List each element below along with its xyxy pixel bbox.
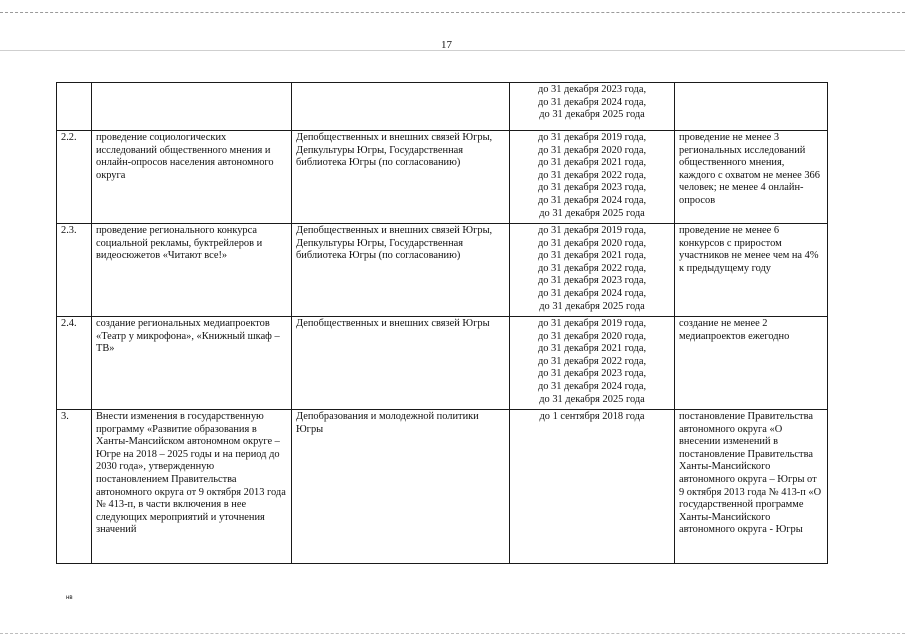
header-rule — [0, 50, 905, 51]
executor-cell: Депобщественных и внешних связей Югры, Депкультуры Югры, Государственная библиотека Югры (по согласованию) — [292, 224, 510, 317]
activity-cell: проведение социологических исследований общественного мнения и онлайн-опросов населения автономного округа — [92, 131, 292, 224]
table-row — [57, 224, 828, 317]
table-row — [57, 317, 828, 410]
dates-cell — [510, 224, 675, 317]
date-line: до 31 декабря 2021 года, — [537, 157, 647, 169]
row-number: 2.2. — [57, 131, 92, 224]
row-number: 2.3. — [57, 224, 92, 317]
result-cell — [675, 83, 828, 131]
date-line: до 31 декабря 2019 года, — [537, 132, 647, 143]
result-cell: постановление Правительства автономного округа «О внесении изменений в постановление Правительства Ханты-Мансийского автономного округа – Югры от 9 октября 2013 года № 413-п «О государственной программе Ханты-Мансийского автономного округа - Югры — [675, 410, 828, 564]
date-line: до 31 декабря 2020 года, — [537, 144, 647, 156]
dates-cell — [510, 410, 675, 564]
result-cell: проведение не менее 3 региональных исследований общественного мнения, каждого с охватом не менее 366 человек; не менее 4 онлайн-опросов — [675, 131, 828, 224]
date-line: до 31 декабря 2024 года, — [537, 96, 647, 108]
dates-cell — [510, 83, 675, 131]
activity-cell: проведение регионального конкурса социальной рекламы, буктрейлеров и видеосюжетов «Читают все!» — [92, 224, 292, 317]
date-line: до 31 декабря 2025 года — [539, 109, 645, 121]
plan-table — [56, 82, 828, 564]
date-line: до 31 декабря 2025 года — [539, 207, 645, 219]
table-row — [57, 410, 828, 564]
executor-cell: Депобразования и молодежной политики Югры — [292, 410, 510, 564]
result-cell: проведение не менее 6 конкурсов с приростом участников не менее чем на 4% к предыдущему году — [675, 224, 828, 317]
bottom-scan-rule — [0, 633, 905, 634]
result-cell: создание не менее 2 медиапроектов ежегодно — [675, 317, 828, 410]
date-line: до 31 декабря 2023 года, — [537, 182, 647, 194]
row-number: 3. — [57, 410, 92, 564]
dates-cell — [510, 317, 675, 410]
row-number — [57, 83, 92, 131]
activity-cell: Внести изменения в государственную программу «Развитие образования в Ханты-Мансийском автономном округе – Югре на 2018 – 2025 годы и на период до 2030 года», утвержденную постановлением Правительства автономного округа от 9 октября 2013 года № 413-п, в части включения в нее следующих мероприятий и уточнения значений — [92, 410, 292, 564]
date-line: до 31 декабря 2019 года, — [537, 318, 647, 329]
top-scan-rule — [0, 12, 905, 13]
executor-cell: Депобщественных и внешних связей Югры — [292, 317, 510, 410]
date-line: до 31 декабря 2023 года, — [537, 84, 647, 95]
table-row — [57, 83, 828, 131]
page-number: 17 — [441, 39, 452, 51]
dates-cell — [510, 131, 675, 224]
date-line: до 31 декабря 2019 года, — [537, 225, 647, 236]
table-row — [57, 131, 828, 224]
date-line: до 1 сентября 2018 года — [539, 411, 645, 422]
activity-cell: создание региональных медиапроектов «Театр у микрофона», «Книжный шкаф –ТВ» — [92, 317, 292, 410]
date-line: до 31 декабря 2023 года, — [537, 368, 647, 380]
date-line: до 31 декабря 2024 года, — [537, 380, 647, 392]
date-line: до 31 декабря 2021 года, — [537, 343, 647, 355]
date-line: до 31 декабря 2020 года, — [537, 330, 647, 342]
date-line: до 31 декабря 2024 года, — [537, 194, 647, 206]
row-number: 2.4. — [57, 317, 92, 410]
date-line: до 31 декабря 2023 года, — [537, 275, 647, 287]
executor-cell — [292, 83, 510, 131]
date-line: до 31 декабря 2022 года, — [537, 355, 647, 367]
date-line: до 31 декабря 2021 года, — [537, 250, 647, 262]
executor-cell: Депобщественных и внешних связей Югры, Депкультуры Югры, Государственная библиотека Югры (по согласованию) — [292, 131, 510, 224]
date-line: до 31 декабря 2025 года — [539, 300, 645, 312]
date-line: до 31 декабря 2022 года, — [537, 262, 647, 274]
date-line: до 31 декабря 2020 года, — [537, 237, 647, 249]
activity-cell — [92, 83, 292, 131]
date-line: до 31 декабря 2025 года — [539, 393, 645, 405]
date-line: до 31 декабря 2024 года, — [537, 287, 647, 299]
date-line: до 31 декабря 2022 года, — [537, 169, 647, 181]
footer-initials: нв — [66, 595, 73, 601]
